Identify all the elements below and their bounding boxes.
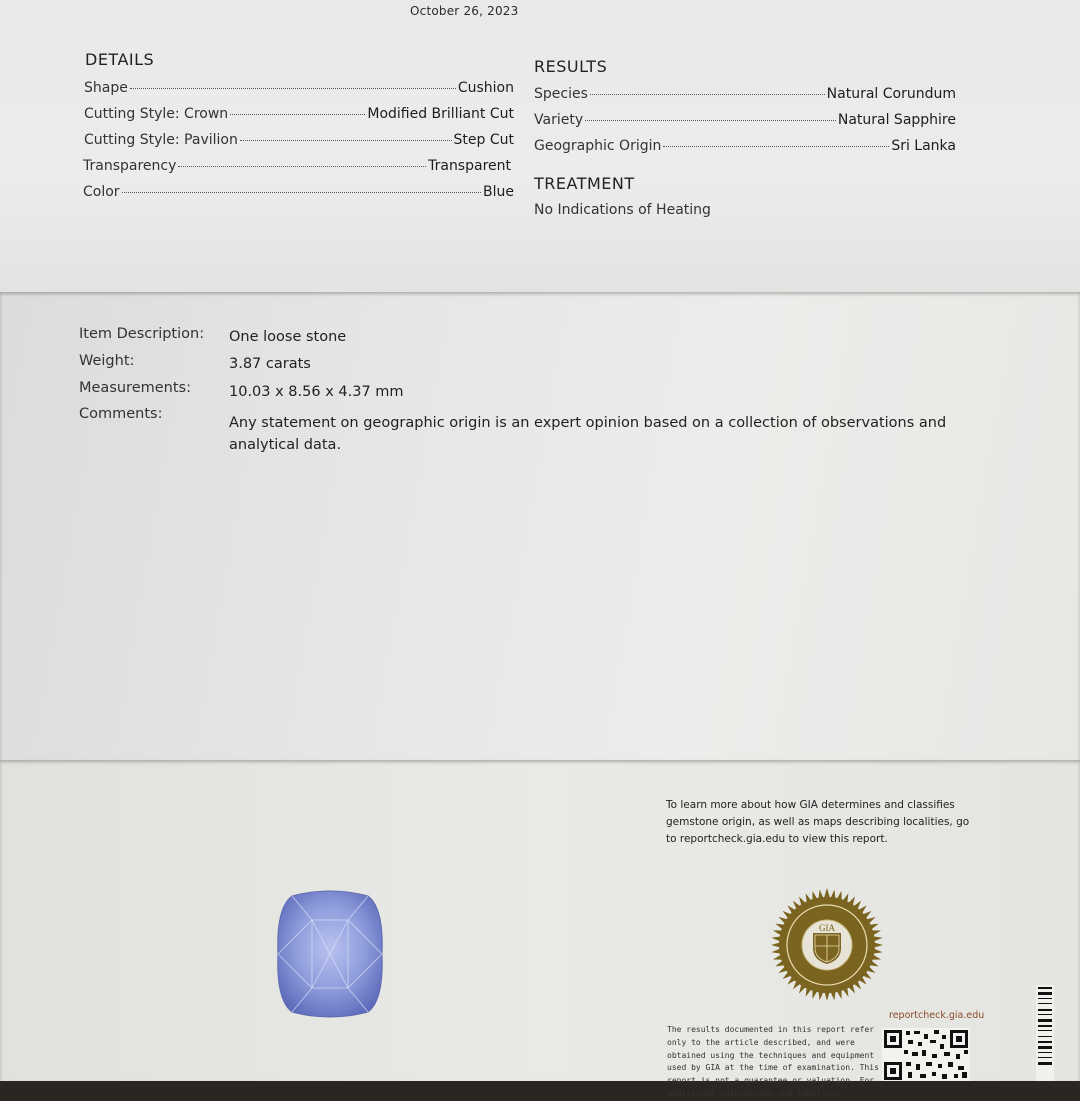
measurements-value: 10.03 x 8.56 x 4.37 mm: [229, 384, 404, 400]
results-label: Variety: [534, 112, 584, 128]
report-panel-middle: [0, 292, 1080, 760]
results-value: Natural Sapphire: [837, 112, 956, 128]
report-panel-top: [0, 0, 1080, 292]
disclaimer-text: The results documented in this report refer only to the article described, and were obtained using the techniques and equipment used by GIA at the time of examination. This report is not a guarantee or valuation. For additional information and important: [667, 1025, 879, 1098]
details-value: Transparent: [428, 158, 511, 174]
measurements-label: Measurements:: [79, 380, 191, 396]
details-value: Cushion: [457, 80, 514, 96]
details-heading: DETAILS: [85, 50, 155, 69]
comments-label: Comments:: [79, 406, 163, 422]
details-value: Step Cut: [453, 132, 514, 148]
dot-leader: [178, 166, 426, 167]
seal-center-text: GIA: [819, 923, 835, 933]
item-description-label: Item Description:: [79, 326, 205, 342]
details-label: Cutting Style: Pavilion: [84, 132, 238, 148]
treatment-text: No Indications of Heating: [534, 202, 711, 218]
dot-leader: [240, 140, 452, 141]
dot-leader: [585, 120, 836, 121]
dot-leader: [230, 114, 365, 115]
gemstone-photo: [270, 888, 390, 1020]
details-row-pavilion: [84, 132, 514, 148]
results-label: Geographic Origin: [534, 138, 662, 154]
details-row-color: [83, 184, 514, 200]
reportcheck-url: reportcheck.gia.edu: [889, 1010, 985, 1021]
weight-value: 3.87 carats: [229, 356, 311, 372]
results-heading: RESULTS: [534, 57, 608, 76]
details-label: Cutting Style: Crown: [84, 106, 229, 122]
comments-value: Any statement on geographic origin is an expert opinion based on a collection of observations and analytical data.: [229, 415, 947, 453]
results-value: Natural Corundum: [826, 86, 956, 102]
item-description-value: One loose stone: [229, 329, 347, 345]
details-value: Modified Brilliant Cut: [367, 106, 514, 122]
details-label: Color: [83, 184, 120, 200]
results-row-species: [534, 86, 956, 102]
results-row-origin: [534, 138, 956, 154]
results-value: Sri Lanka: [891, 138, 956, 154]
details-row-shape: [84, 80, 514, 96]
gia-seal: [770, 888, 884, 1002]
treatment-heading: TREATMENT: [534, 174, 635, 193]
qr-code: [882, 1028, 970, 1081]
details-value: Blue: [483, 184, 514, 200]
details-row-transparency: [83, 158, 511, 174]
report-date: October 26, 2023: [410, 4, 519, 18]
details-label: Shape: [84, 80, 128, 96]
details-row-crown: [84, 106, 514, 122]
gia-seal-icon: [770, 888, 884, 1002]
dot-leader: [122, 192, 481, 193]
results-row-variety: [534, 112, 956, 128]
barcode: [1036, 985, 1054, 1081]
info-text: To learn more about how GIA determines and classifies gemstone origin, as well as maps describing localities, go to reportcheck.gia.edu to view this report.: [666, 799, 970, 845]
weight-label: Weight:: [79, 353, 135, 369]
details-label: Transparency: [83, 158, 177, 174]
dot-leader: [590, 94, 825, 95]
dot-leader: [130, 88, 456, 89]
dot-leader: [663, 146, 889, 147]
results-label: Species: [534, 86, 588, 102]
